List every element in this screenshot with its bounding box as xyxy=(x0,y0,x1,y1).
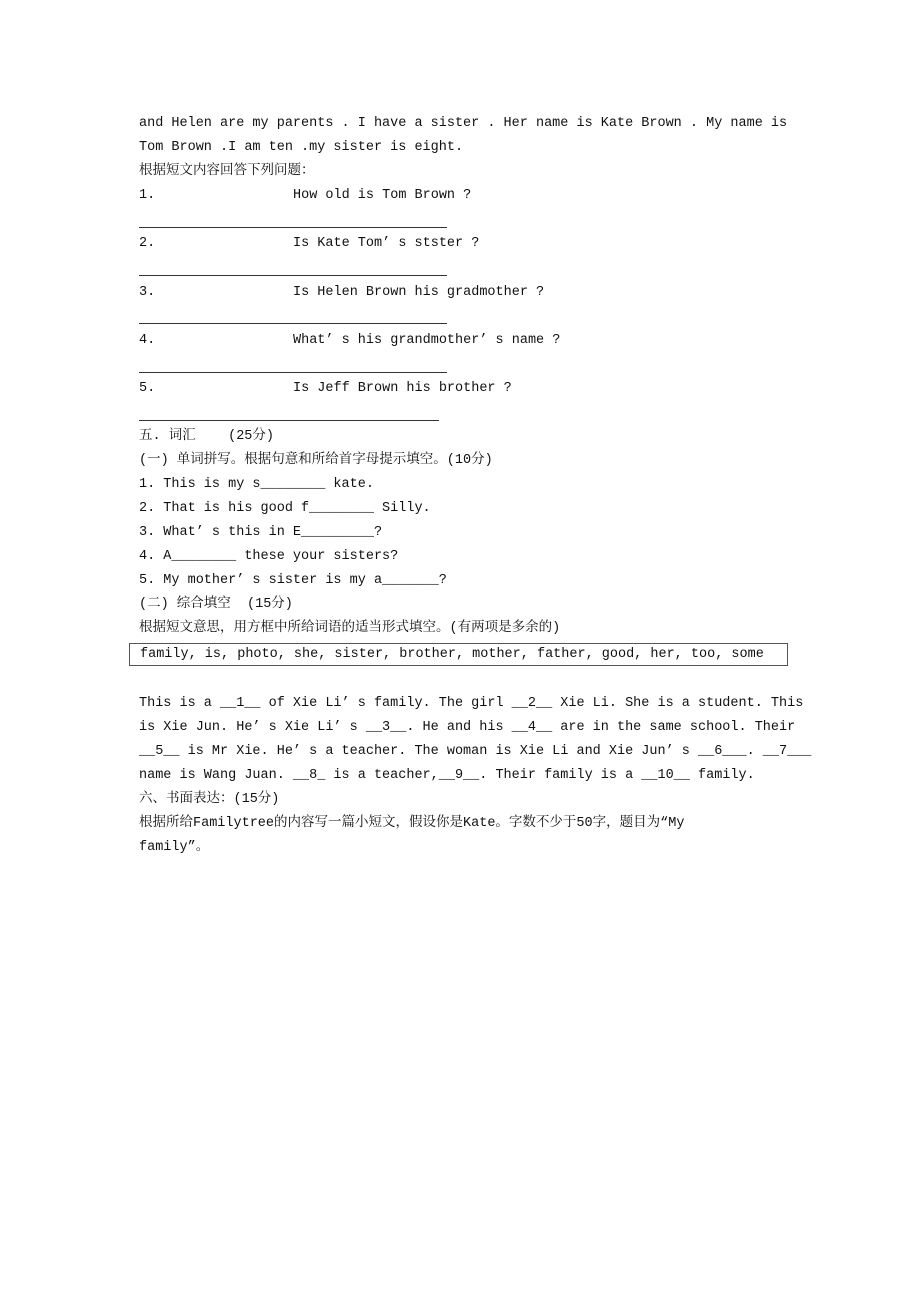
spelling-item: 2. That is his good f________ Silly. xyxy=(139,501,431,516)
part1-title: (一) 单词拼写。根据句意和所给首字母提示填空。(10分) xyxy=(139,453,493,468)
question-number: 2. xyxy=(139,236,156,251)
answer-line[interactable] xyxy=(139,323,447,324)
cloze-line: is Xie Jun. He’ s Xie Li’ s __3__. He and his __4__ are in the same school. Their xyxy=(139,720,796,735)
word-box xyxy=(129,643,788,666)
answer-line[interactable] xyxy=(139,227,447,228)
section6-instruction: 根据所给Familytree的内容写一篇小短文，假设你是Kate。字数不少于50字，题目为“My xyxy=(139,816,685,831)
question-number: 3. xyxy=(139,285,156,300)
question-text: How old is Tom Brown ? xyxy=(293,188,472,203)
question-text: Is Kate Tom’ s stster ? xyxy=(293,236,480,251)
passage-line: Tom Brown .I am ten .my sister is eight. xyxy=(139,140,464,155)
cloze-line: name is Wang Juan. __8_ is a teacher,__9__. Their family is a __10__ family. xyxy=(139,768,755,783)
question-text: Is Helen Brown his gradmother ? xyxy=(293,285,545,300)
passage-line: and Helen are my parents . I have a sister . Her name is Kate Brown . My name is xyxy=(139,116,788,131)
question-number: 4. xyxy=(139,333,156,348)
cloze-line: __5__ is Mr Xie. He’ s a teacher. The woman is Xie Li and Xie Jun’ s __6___. __7___ xyxy=(139,744,812,759)
question-text: Is Jeff Brown his brother ? xyxy=(293,381,512,396)
answer-line[interactable] xyxy=(139,372,447,373)
spelling-item: 3. What’ s this in E_________? xyxy=(139,525,383,540)
question-number: 1. xyxy=(139,188,156,203)
part2-instruction: 根据短文意思，用方框中所给词语的适当形式填空。(有两项是多余的) xyxy=(139,621,561,636)
part2-title: (二) 综合填空 (15分) xyxy=(139,597,293,612)
section6-instruction: family”。 xyxy=(139,840,210,855)
spelling-item: 1. This is my s________ kate. xyxy=(139,477,374,492)
spelling-item: 5. My mother’ s sister is my a_______? xyxy=(139,573,447,588)
cloze-line: This is a __1__ of Xie Li’ s family. The girl __2__ Xie Li. She is a student. This xyxy=(139,696,804,711)
question-number: 5. xyxy=(139,381,156,396)
section5-title: 五. 词汇 (25分) xyxy=(139,429,275,444)
question-text: What’ s his grandmother’ s name ? xyxy=(293,333,561,348)
section6-title: 六、书面表达：(15分) xyxy=(139,792,280,807)
answer-line[interactable] xyxy=(139,275,447,276)
reading-instruction: 根据短文内容回答下列问题： xyxy=(139,164,315,179)
answer-line[interactable] xyxy=(139,420,439,421)
word-box-text: family, is, photo, she, sister, brother, mother, father, good, her, too, some xyxy=(140,647,764,662)
spelling-item: 4. A________ these your sisters? xyxy=(139,549,399,564)
